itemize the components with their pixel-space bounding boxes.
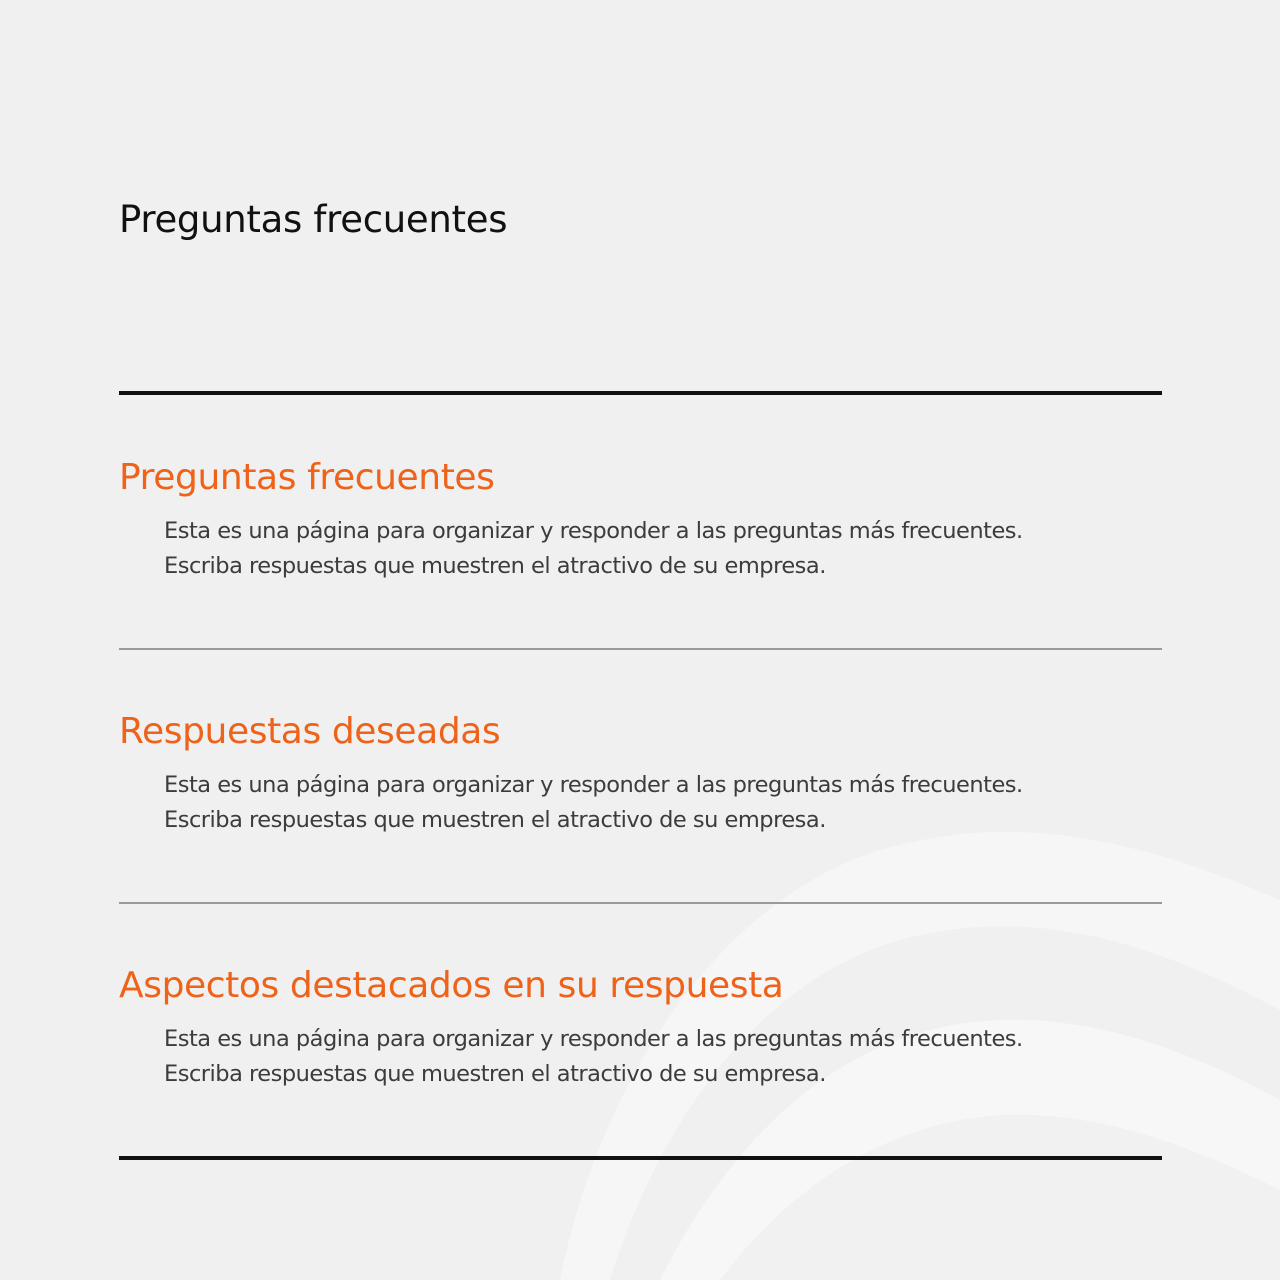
faq-answer bbox=[164, 514, 1162, 584]
faq-answer-line: Escriba respuestas que muestren el atractivo de su empresa. bbox=[164, 553, 826, 579]
faq-answer bbox=[164, 768, 1162, 838]
faq-item bbox=[119, 454, 1162, 584]
faq-answer bbox=[164, 1022, 1162, 1092]
faq-question: Respuestas deseadas bbox=[119, 711, 501, 752]
faq-answer-line: Esta es una página para organizar y responder a las preguntas más frecuentes. bbox=[164, 518, 1023, 544]
faq-answer-line: Esta es una página para organizar y responder a las preguntas más frecuentes. bbox=[164, 772, 1023, 798]
faq-item bbox=[119, 708, 1162, 838]
faq-divider bbox=[119, 902, 1162, 904]
bottom-divider bbox=[119, 1156, 1162, 1160]
top-divider bbox=[119, 391, 1162, 395]
faq-question: Aspectos destacados en su respuesta bbox=[119, 965, 784, 1006]
faq-answer-line: Escriba respuestas que muestren el atractivo de su empresa. bbox=[164, 1061, 826, 1087]
page-title: Preguntas frecuentes bbox=[119, 198, 508, 241]
faq-answer-line: Escriba respuestas que muestren el atractivo de su empresa. bbox=[164, 807, 826, 833]
faq-item bbox=[119, 962, 1162, 1092]
faq-page bbox=[119, 0, 1162, 1280]
faq-answer-line: Esta es una página para organizar y responder a las preguntas más frecuentes. bbox=[164, 1026, 1023, 1052]
faq-divider bbox=[119, 648, 1162, 650]
faq-question: Preguntas frecuentes bbox=[119, 457, 495, 498]
